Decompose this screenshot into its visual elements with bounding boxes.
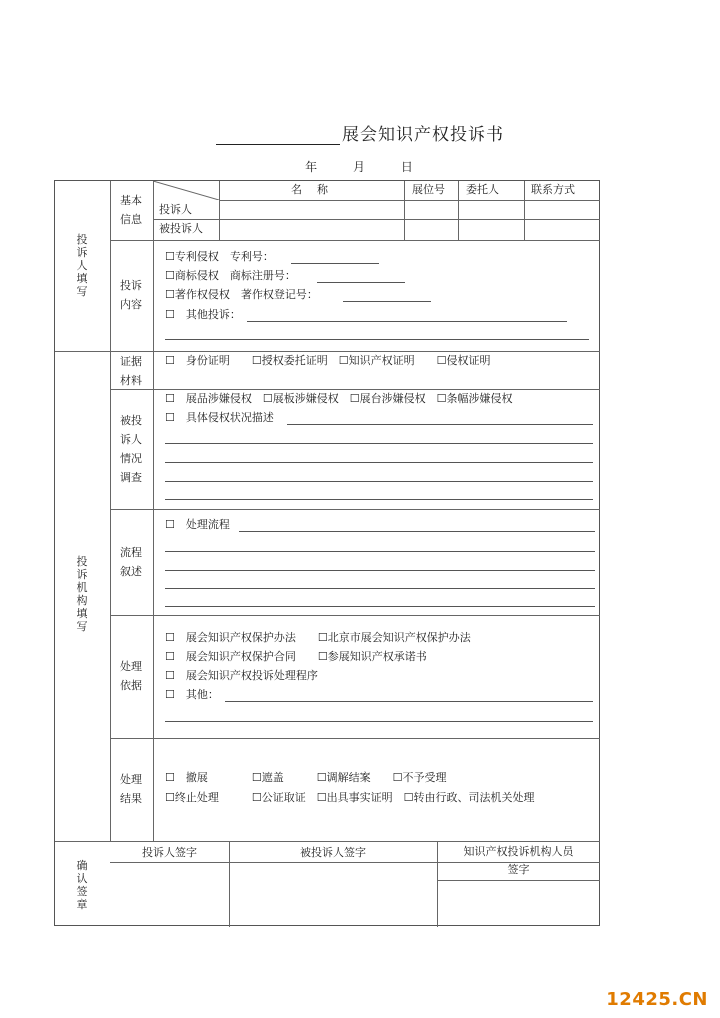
date-month: 月	[352, 160, 367, 174]
basis-other-checkbox[interactable]: ☐ 其他：	[165, 688, 219, 701]
agency-signature-label	[437, 843, 600, 879]
col-name: 名 称	[291, 183, 330, 196]
title-text: 展会知识产权投诉书	[342, 125, 504, 145]
col-contact: 联系方式	[531, 183, 575, 196]
divider	[110, 389, 600, 390]
divider	[110, 181, 111, 841]
basis-options-row3[interactable]: ☐ 展会知识产权投诉处理程序	[165, 669, 318, 682]
col-booth: 展位号	[412, 183, 445, 196]
agency-signature-label-line1: 知识产权投诉机构人员	[463, 845, 574, 858]
agency-signature-box[interactable]	[438, 881, 600, 926]
col-agent: 委托人	[466, 183, 499, 196]
basis-options-row1[interactable]: ☐ 展会知识产权保护办法 ☐北京市展会知识产权保护办法	[165, 631, 471, 644]
exhibition-name-blank[interactable]	[216, 126, 340, 145]
basis-other-line[interactable]	[165, 721, 593, 722]
label-result: 处理结果	[120, 773, 142, 805]
divider	[524, 181, 525, 240]
infringement-type-options[interactable]: ☐ 展品涉嫌侵权 ☐展板涉嫌侵权 ☐展台涉嫌侵权 ☐条幅涉嫌侵权	[165, 392, 513, 405]
copyright-checkbox[interactable]: ☐著作权侵权 著作权登记号：	[165, 288, 318, 301]
divider	[219, 181, 220, 240]
respondent-signature-label: 被投诉人签字	[300, 846, 366, 859]
document-title	[0, 120, 720, 145]
divider	[55, 841, 600, 842]
divider	[110, 738, 600, 739]
label-complaint-content: 投诉内容	[120, 279, 142, 311]
description-line[interactable]	[287, 424, 593, 425]
divider	[153, 219, 600, 220]
row-respondent: 被投诉人	[159, 222, 203, 235]
result-options-row1[interactable]: ☐ 撤展 ☐遮盖 ☐调解结案 ☐不予受理	[165, 771, 447, 784]
description-line[interactable]	[165, 499, 593, 500]
description-line[interactable]	[165, 481, 593, 482]
label-process: 流程叙述	[120, 546, 142, 578]
patent-number-field[interactable]	[291, 263, 379, 264]
divider	[153, 181, 154, 841]
complainant-signature-label: 投诉人签字	[142, 846, 197, 859]
result-options-row2[interactable]: ☐终止处理 ☐公证取证 ☐出具事实证明 ☐转由行政、司法机关处理	[165, 791, 535, 804]
date-year: 年	[305, 160, 320, 174]
label-basic-info: 基本信息	[120, 194, 142, 226]
divider	[404, 181, 405, 240]
diagonal-header-line	[153, 181, 219, 200]
description-line[interactable]	[165, 462, 593, 463]
other-complaint-checkbox[interactable]: ☐ 其他投诉：	[165, 308, 241, 321]
date-day: 日	[400, 160, 415, 174]
trademark-number-field[interactable]	[317, 282, 405, 283]
process-line[interactable]	[165, 588, 595, 589]
complainant-signature-box[interactable]	[110, 863, 229, 926]
date-line	[0, 158, 720, 175]
section-confirm: 确认签章	[76, 859, 88, 911]
row-complainant: 投诉人	[159, 203, 192, 216]
basis-other-field[interactable]	[225, 701, 593, 702]
divider	[110, 509, 600, 510]
divider	[110, 240, 600, 241]
description-line[interactable]	[165, 443, 593, 444]
evidence-options[interactable]: ☐ 身份证明 ☐授权委托证明 ☐知识产权证明 ☐侵权证明	[165, 354, 491, 367]
copyright-number-field[interactable]	[343, 301, 431, 302]
process-line[interactable]	[165, 606, 595, 607]
basis-options-row2[interactable]: ☐ 展会知识产权保护合同 ☐参展知识产权承诺书	[165, 650, 427, 663]
divider	[458, 181, 459, 240]
section-agency: 投诉机构填写	[76, 555, 88, 633]
label-basis: 处理依据	[120, 660, 142, 692]
divider	[110, 615, 600, 616]
respondent-signature-box[interactable]	[230, 863, 437, 926]
label-evidence: 证据材料	[120, 355, 142, 387]
process-line[interactable]	[239, 531, 595, 532]
infringement-description-checkbox[interactable]: ☐ 具体侵权状况描述	[165, 411, 274, 424]
process-line[interactable]	[165, 551, 595, 552]
site-watermark: 12425.CN	[606, 989, 708, 1010]
process-checkbox[interactable]: ☐ 处理流程	[165, 518, 230, 531]
agency-signature-label-line2: 签字	[507, 863, 530, 876]
other-complaint-field[interactable]	[247, 321, 567, 322]
process-line[interactable]	[165, 570, 595, 571]
label-investigation: 被投诉人情况调查	[120, 414, 142, 484]
divider	[219, 200, 600, 201]
trademark-checkbox[interactable]: ☐商标侵权 商标注册号：	[165, 269, 296, 282]
section-complainant: 投诉人填写	[76, 233, 88, 298]
other-complaint-line[interactable]	[165, 339, 589, 340]
complaint-form-table	[54, 180, 600, 926]
patent-checkbox[interactable]: ☐专利侵权 专利号：	[165, 250, 274, 263]
